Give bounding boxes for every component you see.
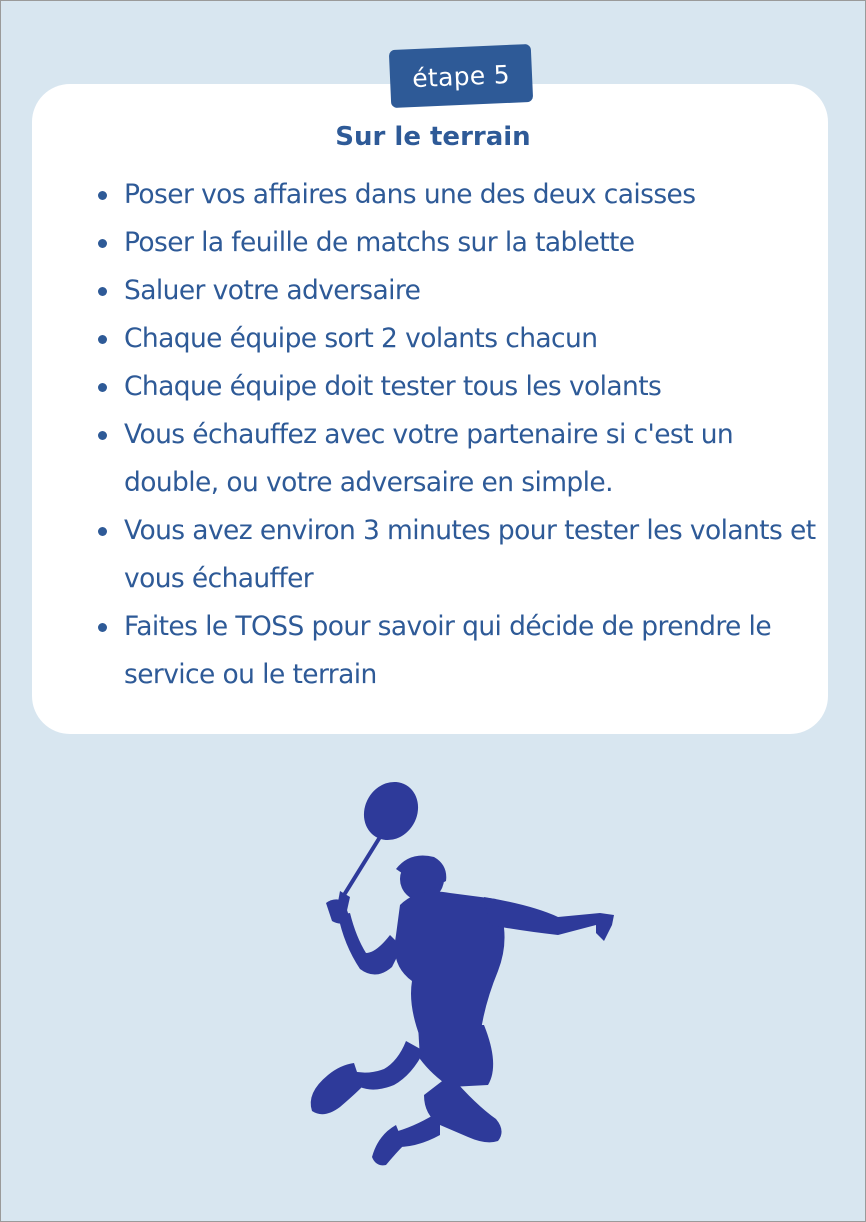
step-badge-label: étape 5 (411, 59, 511, 93)
step-badge (389, 44, 533, 108)
list-item (96, 171, 816, 219)
bullet-icon (98, 431, 107, 440)
list-item-text: Faites le TOSS pour savoir qui décide de prendre le service ou le terrain (124, 611, 772, 690)
list-item (96, 315, 816, 363)
list-item-text: Vous échauffez avec votre partenaire si c'est un double, ou votre adversaire en simple. (124, 419, 734, 498)
list-item (96, 267, 816, 315)
list-item (96, 603, 816, 699)
bullet-icon (98, 527, 107, 536)
bullet-icon (98, 335, 107, 344)
bullet-icon (98, 191, 107, 200)
bullet-icon (98, 383, 107, 392)
bullet-icon (98, 239, 107, 248)
list-item-text: Poser la feuille de matchs sur la tablette (124, 227, 635, 258)
list-item-text: Vous avez environ 3 minutes pour tester les volants et vous échauffer (124, 515, 816, 594)
bullet-icon (98, 287, 107, 296)
list-item-text: Saluer votre adversaire (124, 275, 421, 306)
card-title: Sur le terrain (335, 122, 531, 152)
badminton-player-icon (300, 775, 630, 1175)
list-item (96, 507, 816, 603)
list-item-text: Chaque équipe sort 2 volants chacun (124, 323, 598, 354)
list-item-text: Chaque équipe doit tester tous les volants (124, 371, 662, 402)
instructions-list (96, 171, 816, 699)
bullet-icon (98, 623, 107, 632)
list-item (96, 363, 816, 411)
list-item (96, 411, 816, 507)
list-item-text: Poser vos affaires dans une des deux caisses (124, 179, 696, 210)
list-item (96, 219, 816, 267)
